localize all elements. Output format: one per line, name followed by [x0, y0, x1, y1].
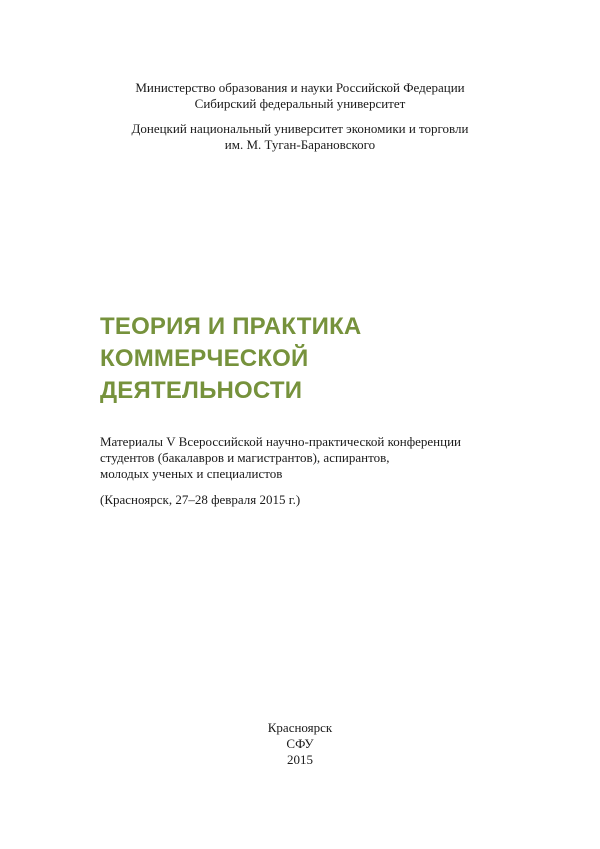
- partner-university-name: Донецкий национальный университет экономики и торговли: [131, 121, 469, 136]
- conference-dates: (Красноярск, 27–28 февраля 2015 г.): [100, 492, 301, 507]
- publication-year: 2015: [287, 752, 313, 767]
- materials-line-1: Материалы V Всероссийской научно-практической конференции: [100, 434, 462, 449]
- imprint: [0, 720, 600, 768]
- ministry-name: Министерство образования и науки Российской Федерации: [135, 80, 465, 95]
- title-line-2: КОММЕРЧЕСКОЙ: [100, 345, 309, 372]
- book-title: [100, 311, 560, 407]
- university-name: Сибирский федеральный университет: [194, 96, 406, 111]
- institution-header: [0, 80, 600, 153]
- materials-line-2: студентов (бакалавров и магистрантов), аспирантов,: [100, 450, 390, 465]
- publication-city: Красноярск: [267, 720, 333, 735]
- organizers-block: [0, 80, 600, 112]
- title-line-3: ДЕЯТЕЛЬНОСТИ: [100, 377, 303, 404]
- publisher-name: СФУ: [286, 736, 314, 751]
- materials-line-3: молодых ученых и специалистов: [100, 466, 283, 481]
- title-line-1: ТЕОРИЯ И ПРАКТИКА: [100, 313, 362, 340]
- partner-block: [0, 121, 600, 153]
- partner-university-honorific: им. М. Туган-Барановского: [224, 137, 376, 152]
- conference-description: [100, 434, 560, 508]
